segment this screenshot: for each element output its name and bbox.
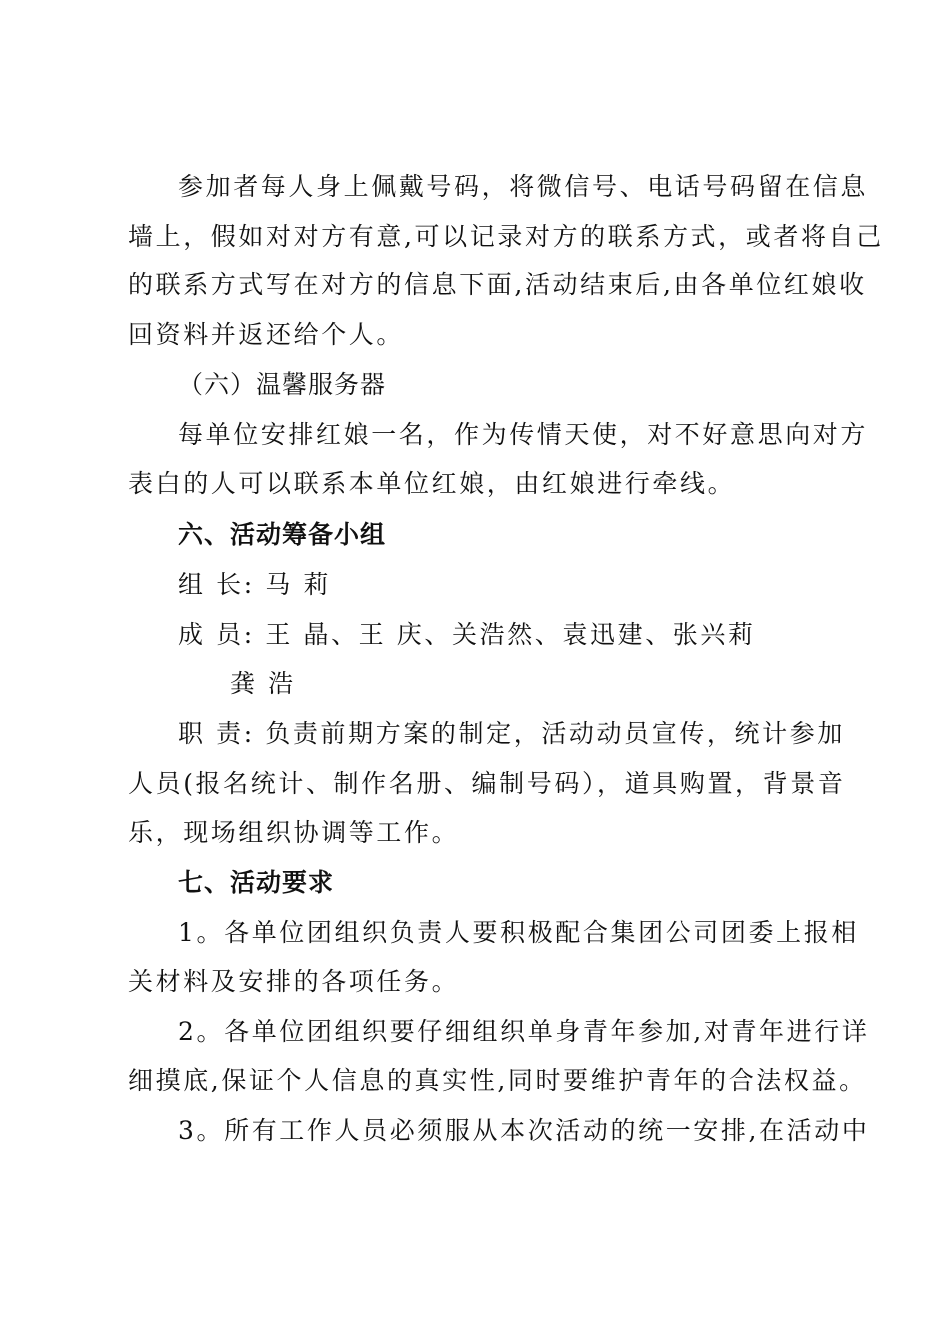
- paragraph-line: 参加者每人身上佩戴号码，将微信号、电话号码留在信息: [178, 172, 869, 201]
- paragraph-line: 2。各单位团组织要仔细组织单身青年参加,对青年进行详: [178, 1017, 870, 1046]
- paragraph-line: 表白的人可以联系本单位红娘，由红娘进行牵线。: [128, 469, 736, 498]
- paragraph-line: 墙上，假如对对方有意,可以记录对方的联系方式，或者将自己: [128, 222, 884, 251]
- paragraph-line: 回资料并返还给个人。: [128, 320, 405, 349]
- paragraph-line: 每单位安排红娘一名，作为传情天使，对不好意思向对方: [178, 420, 869, 449]
- paragraph-line: 1。各单位团组织负责人要积极配合集团公司团委上报相: [178, 918, 859, 947]
- section-heading: 六、活动筹备小组: [178, 520, 387, 549]
- paragraph-line: 细摸底,保证个人信息的真实性,同时要维护青年的合法权益。: [128, 1066, 867, 1095]
- paragraph-line: 人员(报名统计、制作名册、编制号码），道具购置，背景音: [128, 769, 846, 798]
- leader-line: 组 长: 马 莉: [178, 570, 332, 599]
- members-line: 成 员: 王 晶、王 庆、关浩然、袁迅建、张兴莉: [178, 620, 756, 649]
- paragraph-line: 乐，现场组织协调等工作。: [128, 818, 460, 847]
- paragraph-line: 职 责: 负责前期方案的制定，活动动员宣传，统计参加: [178, 719, 845, 748]
- paragraph-line: 关材料及安排的各项任务。: [128, 967, 460, 996]
- subsection-title: （六）温馨服务器: [178, 370, 387, 399]
- section-heading: 七、活动要求: [178, 868, 335, 897]
- paragraph-line: 的联系方式写在对方的信息下面,活动结束后,由各单位红娘收: [128, 270, 867, 299]
- members-line-continued: 龚 浩: [230, 669, 296, 698]
- paragraph-line: 3。所有工作人员必须服从本次活动的统一安排,在活动中: [178, 1116, 870, 1145]
